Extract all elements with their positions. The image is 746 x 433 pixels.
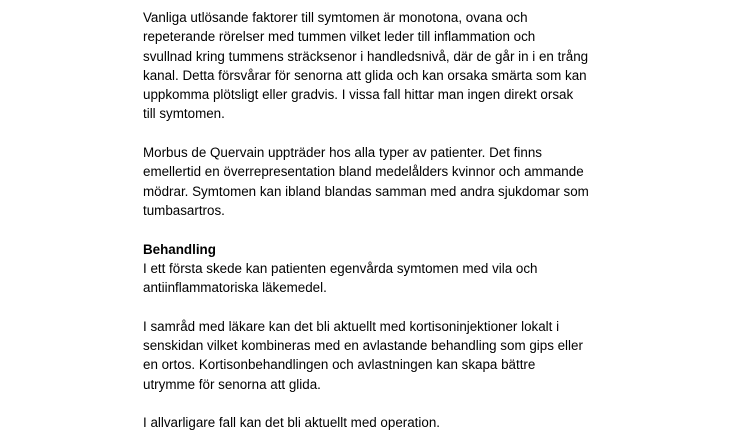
text-line: antiinflammatoriska läkemedel. [143, 280, 327, 296]
document-page [143, 8, 613, 433]
text-line: repeterande rörelser med tummen vilket leder till inflammation och [143, 29, 536, 45]
text-line: tumbasartros. [143, 202, 225, 218]
text-line: svullnad kring tummens sträcksenor i handledsnivå, där de går in i en trång [143, 48, 589, 64]
paragraph-patients [143, 143, 613, 220]
paragraph-cortisone [143, 317, 613, 394]
text-line: uppkomma plötsligt eller gradvis. I vissa fall hittar man ingen direkt orsak [143, 87, 574, 103]
paragraph-spacer [143, 220, 613, 239]
text-line: I allvarligare fall kan det bli aktuellt med operation. [143, 415, 440, 431]
text-line: Vanliga utlösande faktorer till symtomen är monotona, ovana och [143, 10, 528, 25]
paragraph-spacer [143, 394, 613, 413]
text-line: Morbus de Quervain uppträder hos alla typer av patienter. Det finns [143, 145, 542, 161]
text-line: kanal. Detta försvårar för senorna att glida och kan orsaka smärta som kan [143, 67, 587, 83]
text-line: mödrar. Symtomen kan ibland blandas samman med andra sjukdomar som [143, 183, 589, 199]
paragraph-surgery [143, 413, 613, 432]
text-line: till symtomen. [143, 106, 225, 122]
paragraph-spacer [143, 297, 613, 316]
text-line: I ett första skede kan patienten egenvårda symtomen med vila och [143, 260, 538, 276]
treatment-section [143, 240, 613, 298]
paragraph-spacer [143, 124, 613, 143]
text-line: emellertid en överrepresentation bland medelålders kvinnor och ammande [143, 164, 584, 180]
text-line: I samråd med läkare kan det bli aktuellt med kortisoninjektioner lokalt i [143, 318, 560, 334]
paragraph-causes [143, 8, 613, 124]
section-heading: Behandling [143, 241, 216, 257]
text-line: utrymme för senorna att glida. [143, 376, 321, 392]
text-line: en ortos. Kortisonbehandlingen och avlastningen kan skapa bättre [143, 357, 536, 373]
text-line: senskidan vilket kombineras med en avlastande behandling som gips eller [143, 338, 583, 354]
